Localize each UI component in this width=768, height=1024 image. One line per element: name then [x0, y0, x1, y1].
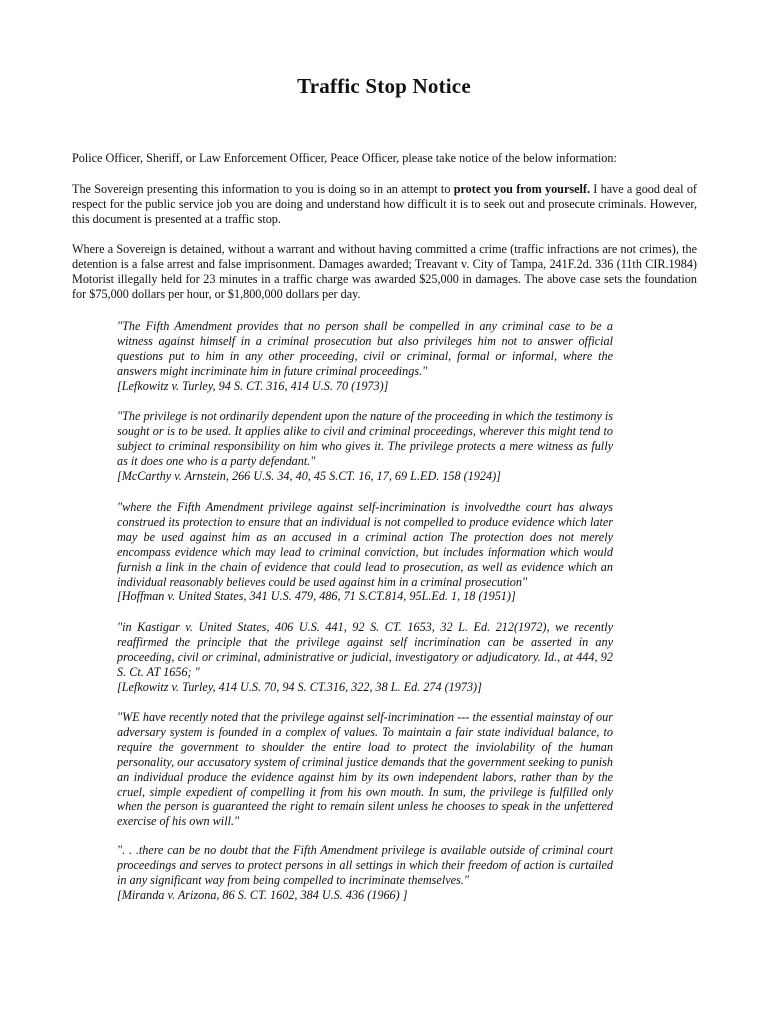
- quote-citation: [Hoffman v. United States, 341 U.S. 479, 486, 71 S.CT.814, 95L.Ed. 1, 18 (1951)]: [117, 589, 516, 604]
- intro-paragraph: Police Officer, Sheriff, or Law Enforcement Officer, Peace Officer, please take notice of the below information:: [72, 151, 617, 165]
- quote-citation: [McCarthy v. Arnstein, 266 U.S. 34, 40, 45 S.CT. 16, 17, 69 L.ED. 158 (1924)]: [117, 468, 501, 483]
- quote-text: "in Kastigar v. United States, 406 U.S. 441, 92 S. CT. 1653, 32 L. Ed. 212(1972), we recently reaffirmed the principle that the privilege against self incrimination can be asserted in any proceeding, civil or criminal, administrative or judicial, investigatory or adjudicatory. Id., at 444, 92 S. Ct. AT 1656; ": [117, 620, 613, 679]
- quote-text: "The privilege is not ordinarily dependent upon the nature of the proceeding in which the testimony is sought or is to be used. It applies alike to civil and criminal proceedings, wherever this might tend to subject to criminal responsibility on him who gives it. The privilege protects a mere witness as fully as it does one who is a party defendant.": [117, 409, 613, 468]
- sovereign-text-post: I have a good deal of respect for the public service job you are doing and understand how difficult it is to seek out and prosecute criminals. However, this document is presented at a traffic stop.: [72, 182, 697, 226]
- detention-paragraph: Where a Sovereign is detained, without a warrant and without having committed a crime (traffic infractions are not crimes), the detention is a false arrest and false imprisonment. Damages awarded; Treavant v. City of Tampa, 241F.2d. 336 (11th CIR.1984) Motorist illegally held for 23 minutes in a traffic charge was awarded $25,000 in damages. The above case sets the foundation for $75,000 dollars per hour, or $1,800,000 dollars per day.: [72, 242, 697, 301]
- quote-block: [117, 319, 613, 394]
- quote-text: "The Fifth Amendment provides that no person shall be compelled in any criminal case to be a witness against himself in a criminal prosecution but also privileges him not to answer official questions put to him in any other proceeding, civil or criminal, formal or informal, where the answers might incriminate him in future criminal proceedings.": [117, 319, 613, 378]
- quote-citation: [Lefkowitz v. Turley, 414 U.S. 70, 94 S. CT.316, 322, 38 L. Ed. 274 (1973)]: [117, 679, 482, 694]
- sovereign-text-bold: protect you from yourself.: [453, 182, 591, 196]
- quote-citation: [Miranda v. Arizona, 86 S. CT. 1602, 384 U.S. 436 (1966) ]: [117, 887, 408, 902]
- quote-block: [117, 409, 613, 484]
- quote-block: [117, 710, 613, 829]
- quote-block: [117, 620, 613, 695]
- page-title: Traffic Stop Notice: [297, 74, 471, 98]
- quote-citation: [Lefkowitz v. Turley, 94 S. CT. 316, 414 U.S. 70 (1973)]: [117, 378, 389, 393]
- quote-block: [117, 500, 613, 604]
- quote-text: "where the Fifth Amendment privilege against self-incrimination is involvedthe court has always construed its protection to ensure that an individual is not compelled to produce evidence which later may be used against him as an accused in a criminal action The protection does not merely encompass evidence which may lead to criminal conviction, but includes information which would furnish a link in the chain of evidence that could lead to prosecution, as well as evidence which an individual reasonably believes could be used against him in a criminal prosecution": [117, 500, 613, 589]
- quote-text: "WE have recently noted that the privilege against self-incrimination --- the essential mainstay of our adversary system is founded in a complex of values. To maintain a fair state individual balance, to require the government to shoulder the entire load to protect the inviolability of the human personality, our accusatory system of criminal justice demands that the government seeking to punish an individual produce the evidence against him by its own independent labors, rather than by the cruel, simple expedient of compelling it from his own mouth. In sum, the privilege is fulfilled only when the person is guaranteed the right to remain silent unless he chooses to speak in the unfettered exercise of his own will.": [117, 710, 613, 829]
- sovereign-text-pre: The Sovereign presenting this information to you is doing so in an attempt to: [72, 182, 454, 196]
- quote-block: [117, 843, 613, 903]
- quote-text: ". . .there can be no doubt that the Fifth Amendment privilege is available outside of criminal court proceedings and serves to protect persons in all settings in which their freedom of action is curtailed in any significant way from being compelled to incriminate themselves.": [117, 843, 613, 887]
- sovereign-paragraph: [72, 182, 697, 227]
